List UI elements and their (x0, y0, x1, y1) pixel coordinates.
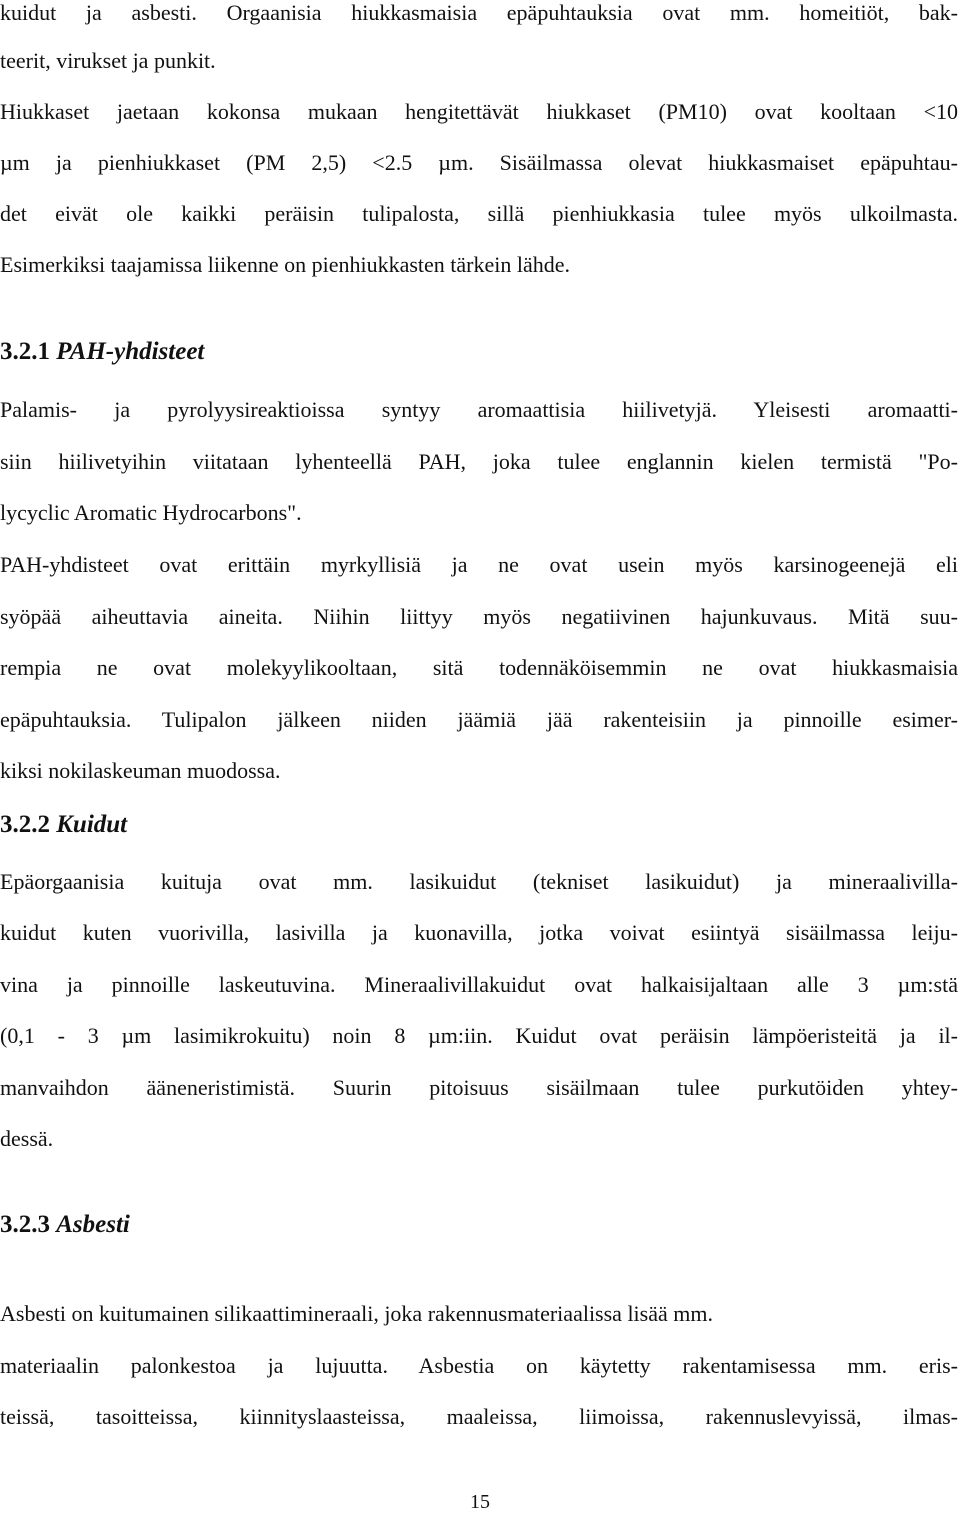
section-title: Asbesti (56, 1211, 130, 1238)
page-number: 15 (470, 1491, 490, 1513)
kuidut-line-5: manvaihdon ääneneristimistä. Suurin pitoisuus sisäilmaan tulee purkutöiden yhtey- (0, 1075, 958, 1100)
asbesti-line-3: teissä, tasoitteissa, kiinnityslaasteissa, maaleissa, liimoissa, rakennuslevyissä, ilmas- (0, 1404, 958, 1429)
section-number: 3.2.2 (0, 811, 50, 838)
section-number: 3.2.1 (0, 338, 50, 365)
intro-line-6: Esimerkiksi taajamissa liikenne on pienhiukkasten tärkein lähde. (0, 252, 571, 277)
kuidut-line-1: Epäorgaanisia kuituja ovat mm. lasikuidut (tekniset lasikuidut) ja mineraalivilla- (0, 869, 958, 894)
intro-line-1: kuidut ja asbesti. Orgaanisia hiukkasmaisia epäpuhtauksia ovat mm. homeitiöt, bak- (0, 0, 958, 25)
pah-line-1: Palamis- ja pyrolyysireaktioissa syntyy aromaattisia hiilivetyjä. Yleisesti aromaatti- (0, 397, 958, 422)
pah-line-5: syöpää aiheuttavia aineita. Niihin liittyy myös negatiivinen hajunkuvaus. Mitä suu- (0, 604, 958, 629)
section-heading-kuidut (0, 810, 127, 840)
section-number: 3.2.3 (0, 1211, 50, 1238)
asbesti-line-2: materiaalin palonkestoa ja lujuutta. Asbestia on käytetty rakentamisessa mm. eris- (0, 1353, 958, 1378)
intro-line-4: µm ja pienhiukkaset (PM 2,5) <2.5 µm. Sisäilmassa olevat hiukkasmaiset epäpuhtau- (0, 150, 958, 175)
kuidut-line-3: vina ja pinnoille laskeutuvina. Mineraalivillakuidut ovat halkaisijaltaan alle 3 µm:stä (0, 972, 958, 997)
intro-line-3: Hiukkaset jaetaan kokonsa mukaan hengitettävät hiukkaset (PM10) ovat kooltaan <10 (0, 99, 958, 124)
kuidut-line-4: (0,1 - 3 µm lasimikrokuitu) noin 8 µm:iin. Kuidut ovat peräisin lämpöeristeitä ja il- (0, 1023, 958, 1048)
pah-line-7: epäpuhtauksia. Tulipalon jälkeen niiden jäämiä jää rakenteisiin ja pinnoille esimer- (0, 707, 958, 732)
pah-line-4: PAH-yhdisteet ovat erittäin myrkyllisiä ja ne ovat usein myös karsinogeenejä eli (0, 552, 958, 577)
pah-line-3: lycyclic Aromatic Hydrocarbons". (0, 500, 302, 525)
intro-line-2: teerit, virukset ja punkit. (0, 48, 216, 73)
pah-line-2: siin hiilivetyihin viitataan lyhenteellä PAH, joka tulee englannin kielen termistä "Po- (0, 449, 958, 474)
section-heading-pah (0, 337, 204, 367)
pah-line-8: kiksi nokilaskeuman muodossa. (0, 758, 281, 783)
section-heading-asbesti (0, 1210, 130, 1240)
pah-line-6: rempia ne ovat molekyylikooltaan, sitä todennäköisemmin ne ovat hiukkasmaisia (0, 655, 958, 680)
kuidut-line-2: kuidut kuten vuorivilla, lasivilla ja kuonavilla, jotka voivat esiintyä sisäilmassa leiju- (0, 920, 958, 945)
asbesti-line-1: Asbesti on kuitumainen silikaattimineraali, joka rakennusmateriaalissa lisää mm. (0, 1301, 713, 1326)
kuidut-line-6: dessä. (0, 1126, 54, 1151)
intro-line-5: det eivät ole kaikki peräisin tulipalosta, sillä pienhiukkasia tulee myös ulkoilmasta. (0, 201, 958, 226)
section-title: Kuidut (56, 811, 128, 838)
section-title: PAH-yhdisteet (56, 338, 205, 365)
